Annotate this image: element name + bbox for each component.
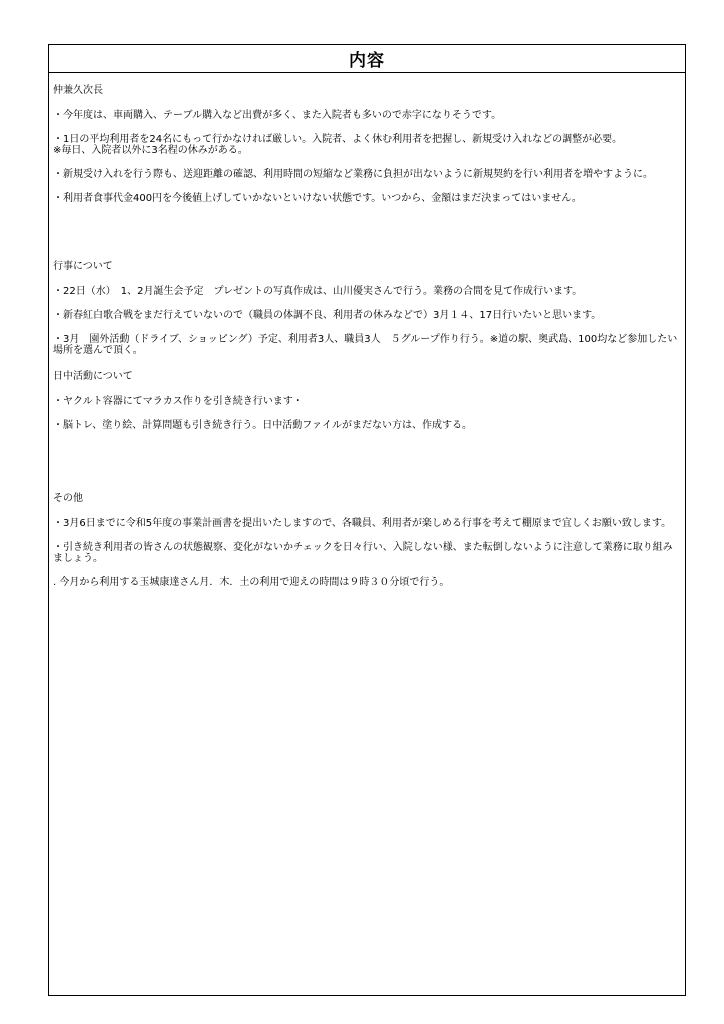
spacer xyxy=(53,217,679,261)
events-paragraph-1: ・22日（水） 1、2月誕生会予定 プレゼントの写真作成は、山川優実さんで行う。業務の合間を見て作成行います。 xyxy=(53,286,583,297)
manager-paragraph-3: ・新規受け入れを行う際も、送迎距離の確認、利用時間の短縮など業務に負担が出ないように新規契約を行い利用者を増やすように。 xyxy=(53,169,653,180)
events-paragraph-3: ・3月 園外活動（ドライブ、ショッピング）予定、利用者3人、職員3人 ５グループ作り行う。※道の駅、奥武島、100均など参加したい場所を選んで頂く。 xyxy=(53,334,678,356)
spacer xyxy=(53,444,679,493)
sheet-header xyxy=(49,45,685,73)
page-title: 内容 xyxy=(349,51,385,71)
daytime-paragraph-2: ・脳トレ、塗り絵、計算問題も引き続き行う。日中活動ファイルがまだない方は、作成する。 xyxy=(53,420,472,431)
section-events xyxy=(53,261,679,356)
daytime-paragraph-1: ・ヤクルト容器にてマラカス作りを引き続き行います・ xyxy=(53,396,303,407)
events-paragraph-2: ・新春紅白歌合戦をまだ行えていないので（職員の体調不良、利用者の休みなどで）3月１４、17日行いたいと思います。 xyxy=(53,310,602,321)
section-manager xyxy=(53,85,679,204)
section-heading-other: その他 xyxy=(53,493,83,504)
manager-paragraph-4: ・利用者食事代金400円を今後値上げしていかないといけない状態です。いつから、金額はまだ決まってはいません。 xyxy=(53,193,582,204)
section-daytime xyxy=(53,371,679,431)
section-other xyxy=(53,493,679,588)
other-paragraph-1: ・3月6日までに令和5年度の事業計画書を提出いたしますので、各職員、利用者が楽しめる行事を考えて棚原まで宜しくお願い致します。 xyxy=(53,518,672,529)
manager-paragraph-2: ・1日の平均利用者を24名にもって行かなければ厳しい。入院者、よく休む利用者を把握し、新規受け入れなどの調整が必要。 ※毎日、入院者以外に3名程の休みがある。 xyxy=(53,134,623,156)
manager-paragraph-1: ・今年度は、車両購入、テーブル購入など出費が多く、また入院者も多いので赤字になりそうです。 xyxy=(53,110,502,121)
other-paragraph-3: . 今月から利用する玉城康達さん月．木．土の利用で迎えの時間は９時３０分頃で行う。 xyxy=(53,577,450,588)
section-heading-daytime: 日中活動について xyxy=(53,371,133,382)
section-heading-manager: 仲兼久次長 xyxy=(53,85,103,96)
section-heading-events: 行事について xyxy=(53,261,113,272)
minutes-sheet xyxy=(48,44,686,996)
sheet-content xyxy=(49,73,685,588)
other-paragraph-2: ・引き続き利用者の皆さんの状態観察、変化がないかチェックを日々行い、入院しない様、また転倒しないように注意して業務に取り組みましょう。 xyxy=(53,542,673,564)
